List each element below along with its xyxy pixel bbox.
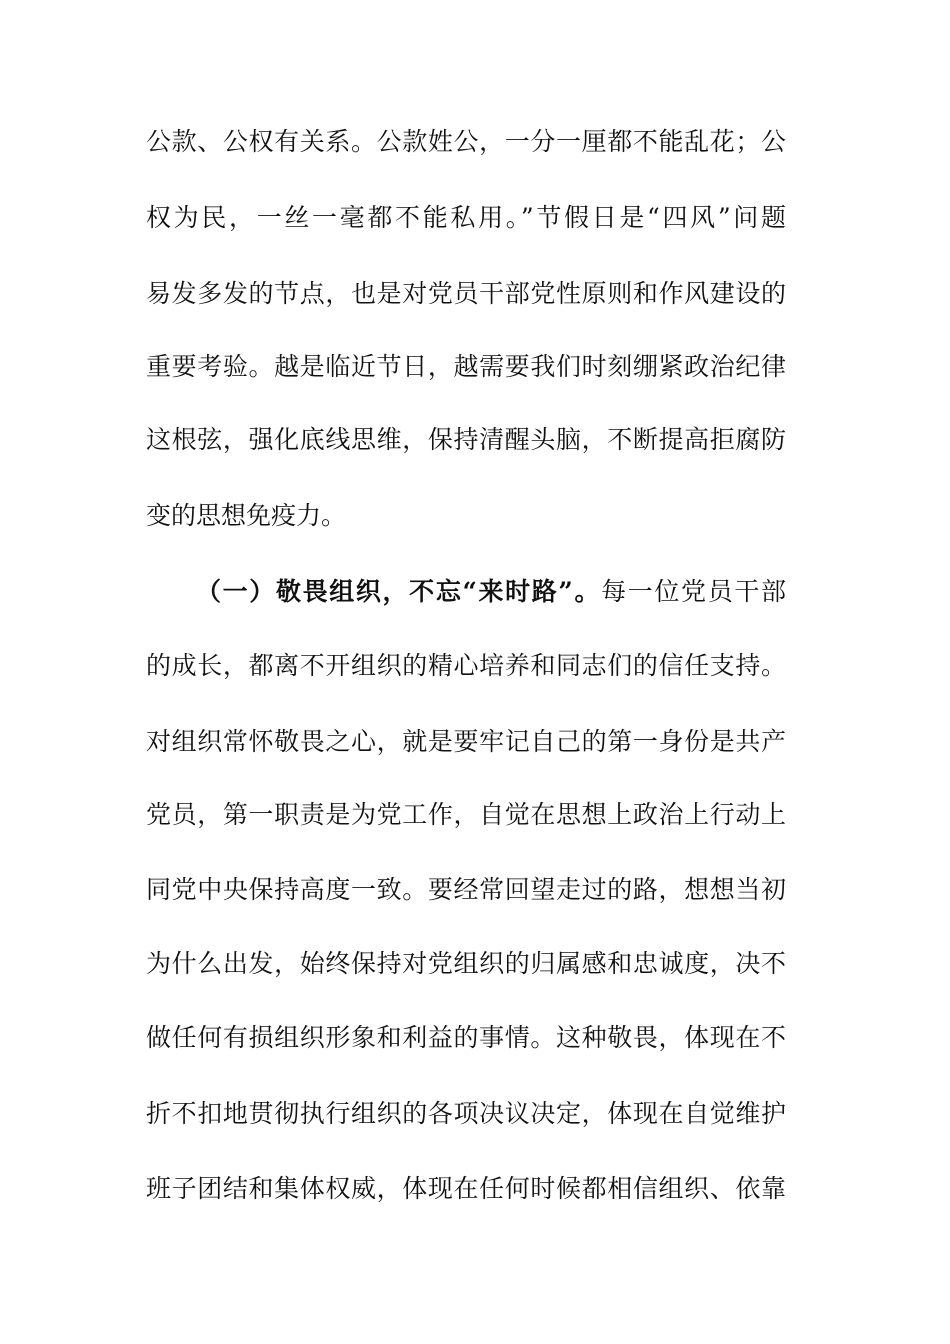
paragraph-2-line-9: 班子团结和集体权威，体现在任何时候都相信组织、依靠 [146,1174,786,1203]
paragraph-2-line-6: 为什么出发，始终保持对党组织的归属感和忠诚度，决不 [146,949,786,978]
paragraph-2-line-5: 同党中央保持高度一致。要经常回望走过的路，想想当初 [146,875,786,904]
paragraph-1-line-1: 公款、公权有关系。公款姓公，一分一厘都不能乱花；公 [146,127,786,156]
paragraph-2-line-8: 折不扣地贯彻执行组织的各项决议决定，体现在自觉维护 [146,1099,786,1128]
paragraph-2-line-4: 党员，第一职责是为党工作，自觉在思想上政治上行动上 [146,800,786,829]
paragraph-2-line-1-rest: 每一位党员干部 [601,577,786,606]
paragraph-2-line-2: 的成长，都离不开组织的精心培养和同志们的信任支持。 [146,651,786,680]
paragraph-1-line-2: 权为民，一丝一毫都不能私用。”节假日是“四风”问题 [146,203,786,232]
section-heading: （一）敬畏组织，不忘“来时路”。 [196,577,602,606]
paragraph-1-line-4: 重要考验。越是临近节日，越需要我们时刻绷紧政治纪律 [146,352,786,381]
paragraph-2-line-7: 做任何有损组织形象和利益的事情。这种敬畏，体现在不 [146,1023,786,1052]
paragraph-2-line-1 [196,572,786,612]
paragraph-1-line-6: 变的思想免疫力。 [146,501,347,530]
paragraph-1-line-3: 易发多发的节点，也是对党员干部党性原则和作风建设的 [146,279,786,308]
paragraph-1-line-5: 这根弦，强化底线思维，保持清醒头脑，不断提高拒腐防 [146,425,786,454]
paragraph-2-line-3: 对组织常怀敬畏之心，就是要牢记自己的第一身份是共产 [146,727,786,756]
